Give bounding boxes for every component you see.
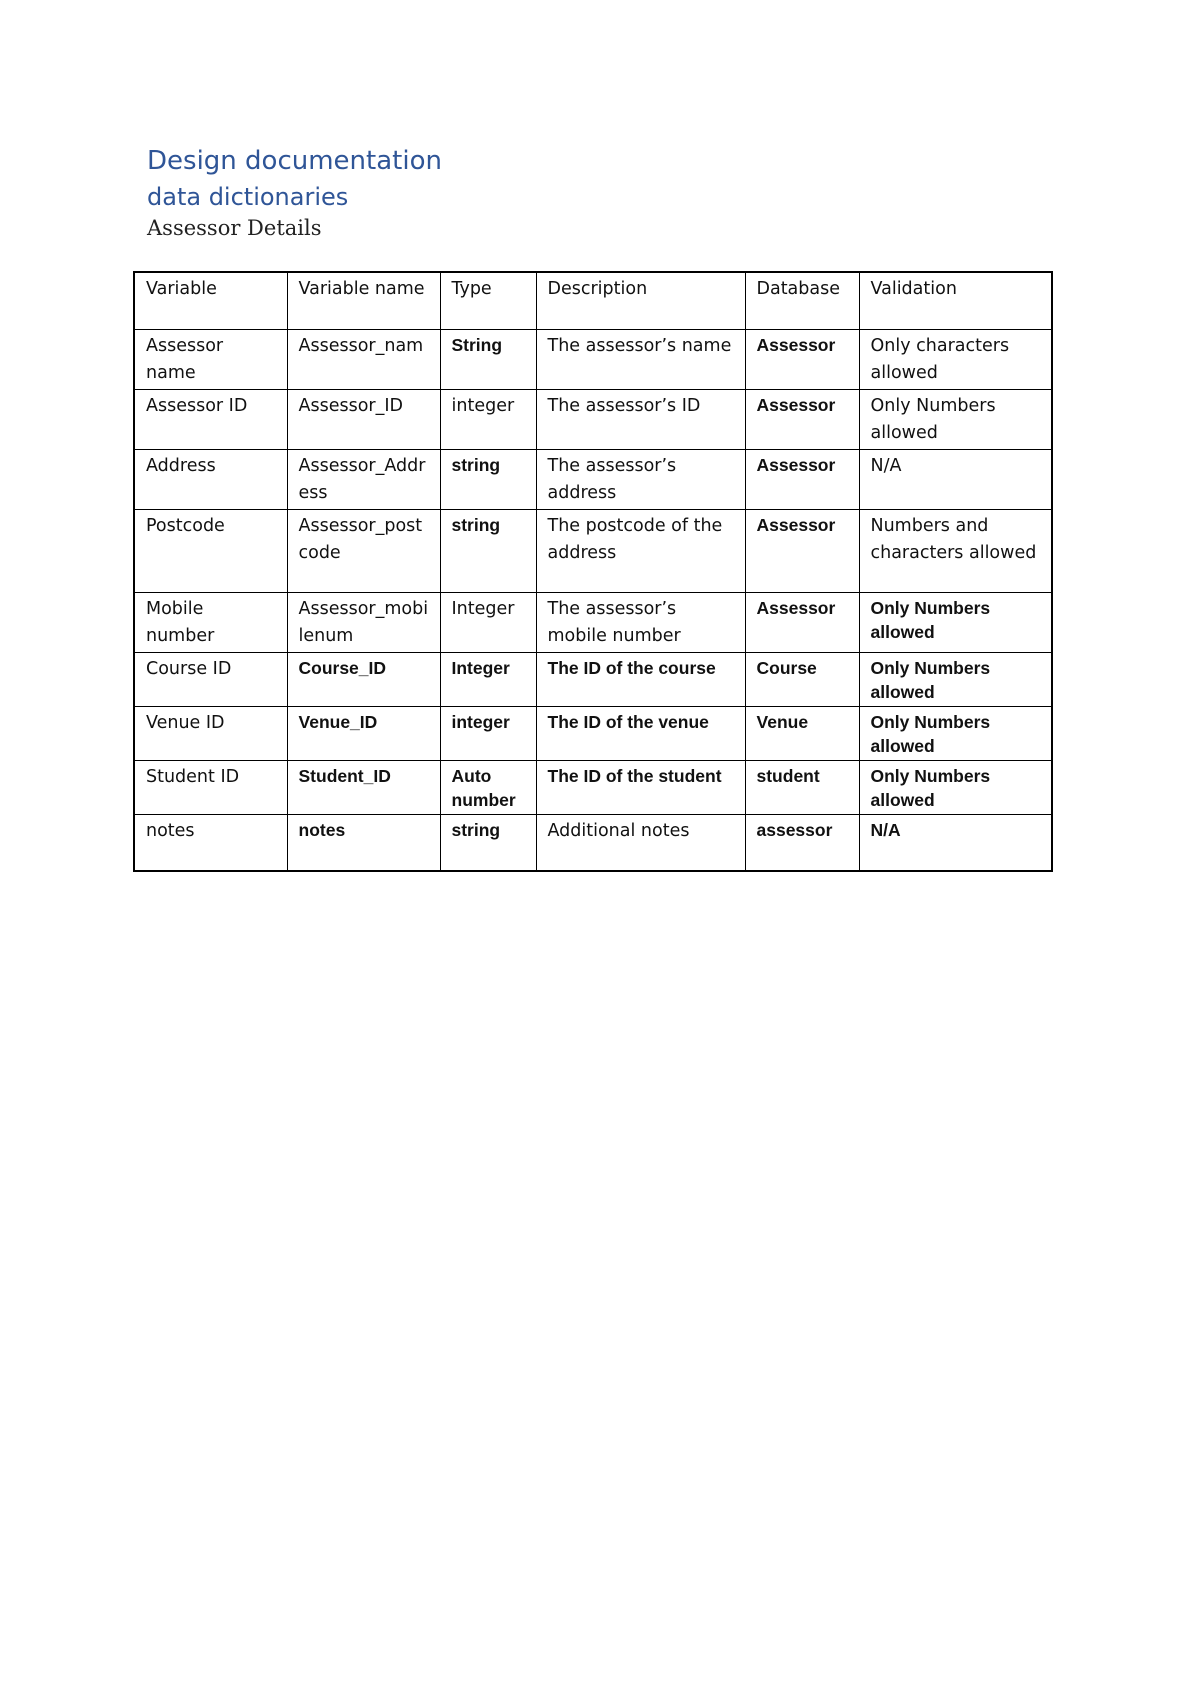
table-cell: The ID of the course: [536, 653, 745, 707]
table-cell: integer: [440, 707, 536, 761]
table-row: [134, 330, 1052, 390]
table-cell: Mobile number: [134, 593, 287, 653]
table-cell: Assessor: [745, 510, 859, 593]
table-cell: Course_ID: [287, 653, 440, 707]
table-cell: Assessor: [745, 593, 859, 653]
table-cell: Only Numbers allowed: [859, 390, 1052, 450]
table-row: [134, 761, 1052, 815]
table-cell: Address: [134, 450, 287, 510]
table-cell: Integer: [440, 593, 536, 653]
table-cell: string: [440, 450, 536, 510]
table-cell: string: [440, 510, 536, 593]
data-dictionary-table: [133, 271, 1053, 872]
table-cell: N/A: [859, 815, 1052, 872]
header-cell: Variable: [134, 272, 287, 330]
table-cell: assessor: [745, 815, 859, 872]
table-cell: Assessor_postcode: [287, 510, 440, 593]
table-cell: The assessor’s mobile number: [536, 593, 745, 653]
table-cell: integer: [440, 390, 536, 450]
table-cell: The ID of the student: [536, 761, 745, 815]
table-row: [134, 510, 1052, 593]
table-cell: notes: [287, 815, 440, 872]
table-caption: Assessor Details: [147, 216, 322, 240]
header-cell: Validation: [859, 272, 1052, 330]
table-cell: N/A: [859, 450, 1052, 510]
table-cell: Only Numbers allowed: [859, 653, 1052, 707]
section-heading: data dictionaries: [147, 183, 349, 211]
table-cell: The postcode of the address: [536, 510, 745, 593]
table-cell: The assessor’s ID: [536, 390, 745, 450]
table-cell: Postcode: [134, 510, 287, 593]
table-cell: Numbers and characters allowed: [859, 510, 1052, 593]
table-cell: Assessor_ID: [287, 390, 440, 450]
table-cell: String: [440, 330, 536, 390]
header-cell: Description: [536, 272, 745, 330]
table-cell: Venue ID: [134, 707, 287, 761]
table-cell: Assessor: [745, 330, 859, 390]
table-cell: Venue: [745, 707, 859, 761]
table-cell: The assessor’s address: [536, 450, 745, 510]
table-header-row: [134, 272, 1052, 330]
table-cell: Only Numbers allowed: [859, 593, 1052, 653]
table-cell: Assessor_nam: [287, 330, 440, 390]
table-cell: Only characters allowed: [859, 330, 1052, 390]
table-cell: The assessor’s name: [536, 330, 745, 390]
table-cell: Assessor: [745, 390, 859, 450]
table-cell: Student_ID: [287, 761, 440, 815]
table-cell: Student ID: [134, 761, 287, 815]
table-cell: Assessor_mobilenum: [287, 593, 440, 653]
header-cell: Type: [440, 272, 536, 330]
table-cell: Assessor_Address: [287, 450, 440, 510]
header-cell: Variable name: [287, 272, 440, 330]
table-cell: Only Numbers allowed: [859, 707, 1052, 761]
table-cell: The ID of the venue: [536, 707, 745, 761]
table-cell: Course: [745, 653, 859, 707]
table-cell: Auto number: [440, 761, 536, 815]
table-cell: Only Numbers allowed: [859, 761, 1052, 815]
table-row: [134, 450, 1052, 510]
table-cell: Course ID: [134, 653, 287, 707]
table-cell: string: [440, 815, 536, 872]
table-cell: Assessor: [745, 450, 859, 510]
table-row: [134, 390, 1052, 450]
table-row: [134, 707, 1052, 761]
document-title: Design documentation: [147, 146, 442, 176]
table-row: [134, 593, 1052, 653]
table-cell: Additional notes: [536, 815, 745, 872]
table-cell: Assessor name: [134, 330, 287, 390]
table-cell: Venue_ID: [287, 707, 440, 761]
table-cell: Assessor ID: [134, 390, 287, 450]
header-cell: Database: [745, 272, 859, 330]
table-cell: Integer: [440, 653, 536, 707]
table-row: [134, 815, 1052, 872]
table-cell: student: [745, 761, 859, 815]
table-row: [134, 653, 1052, 707]
table-cell: notes: [134, 815, 287, 872]
